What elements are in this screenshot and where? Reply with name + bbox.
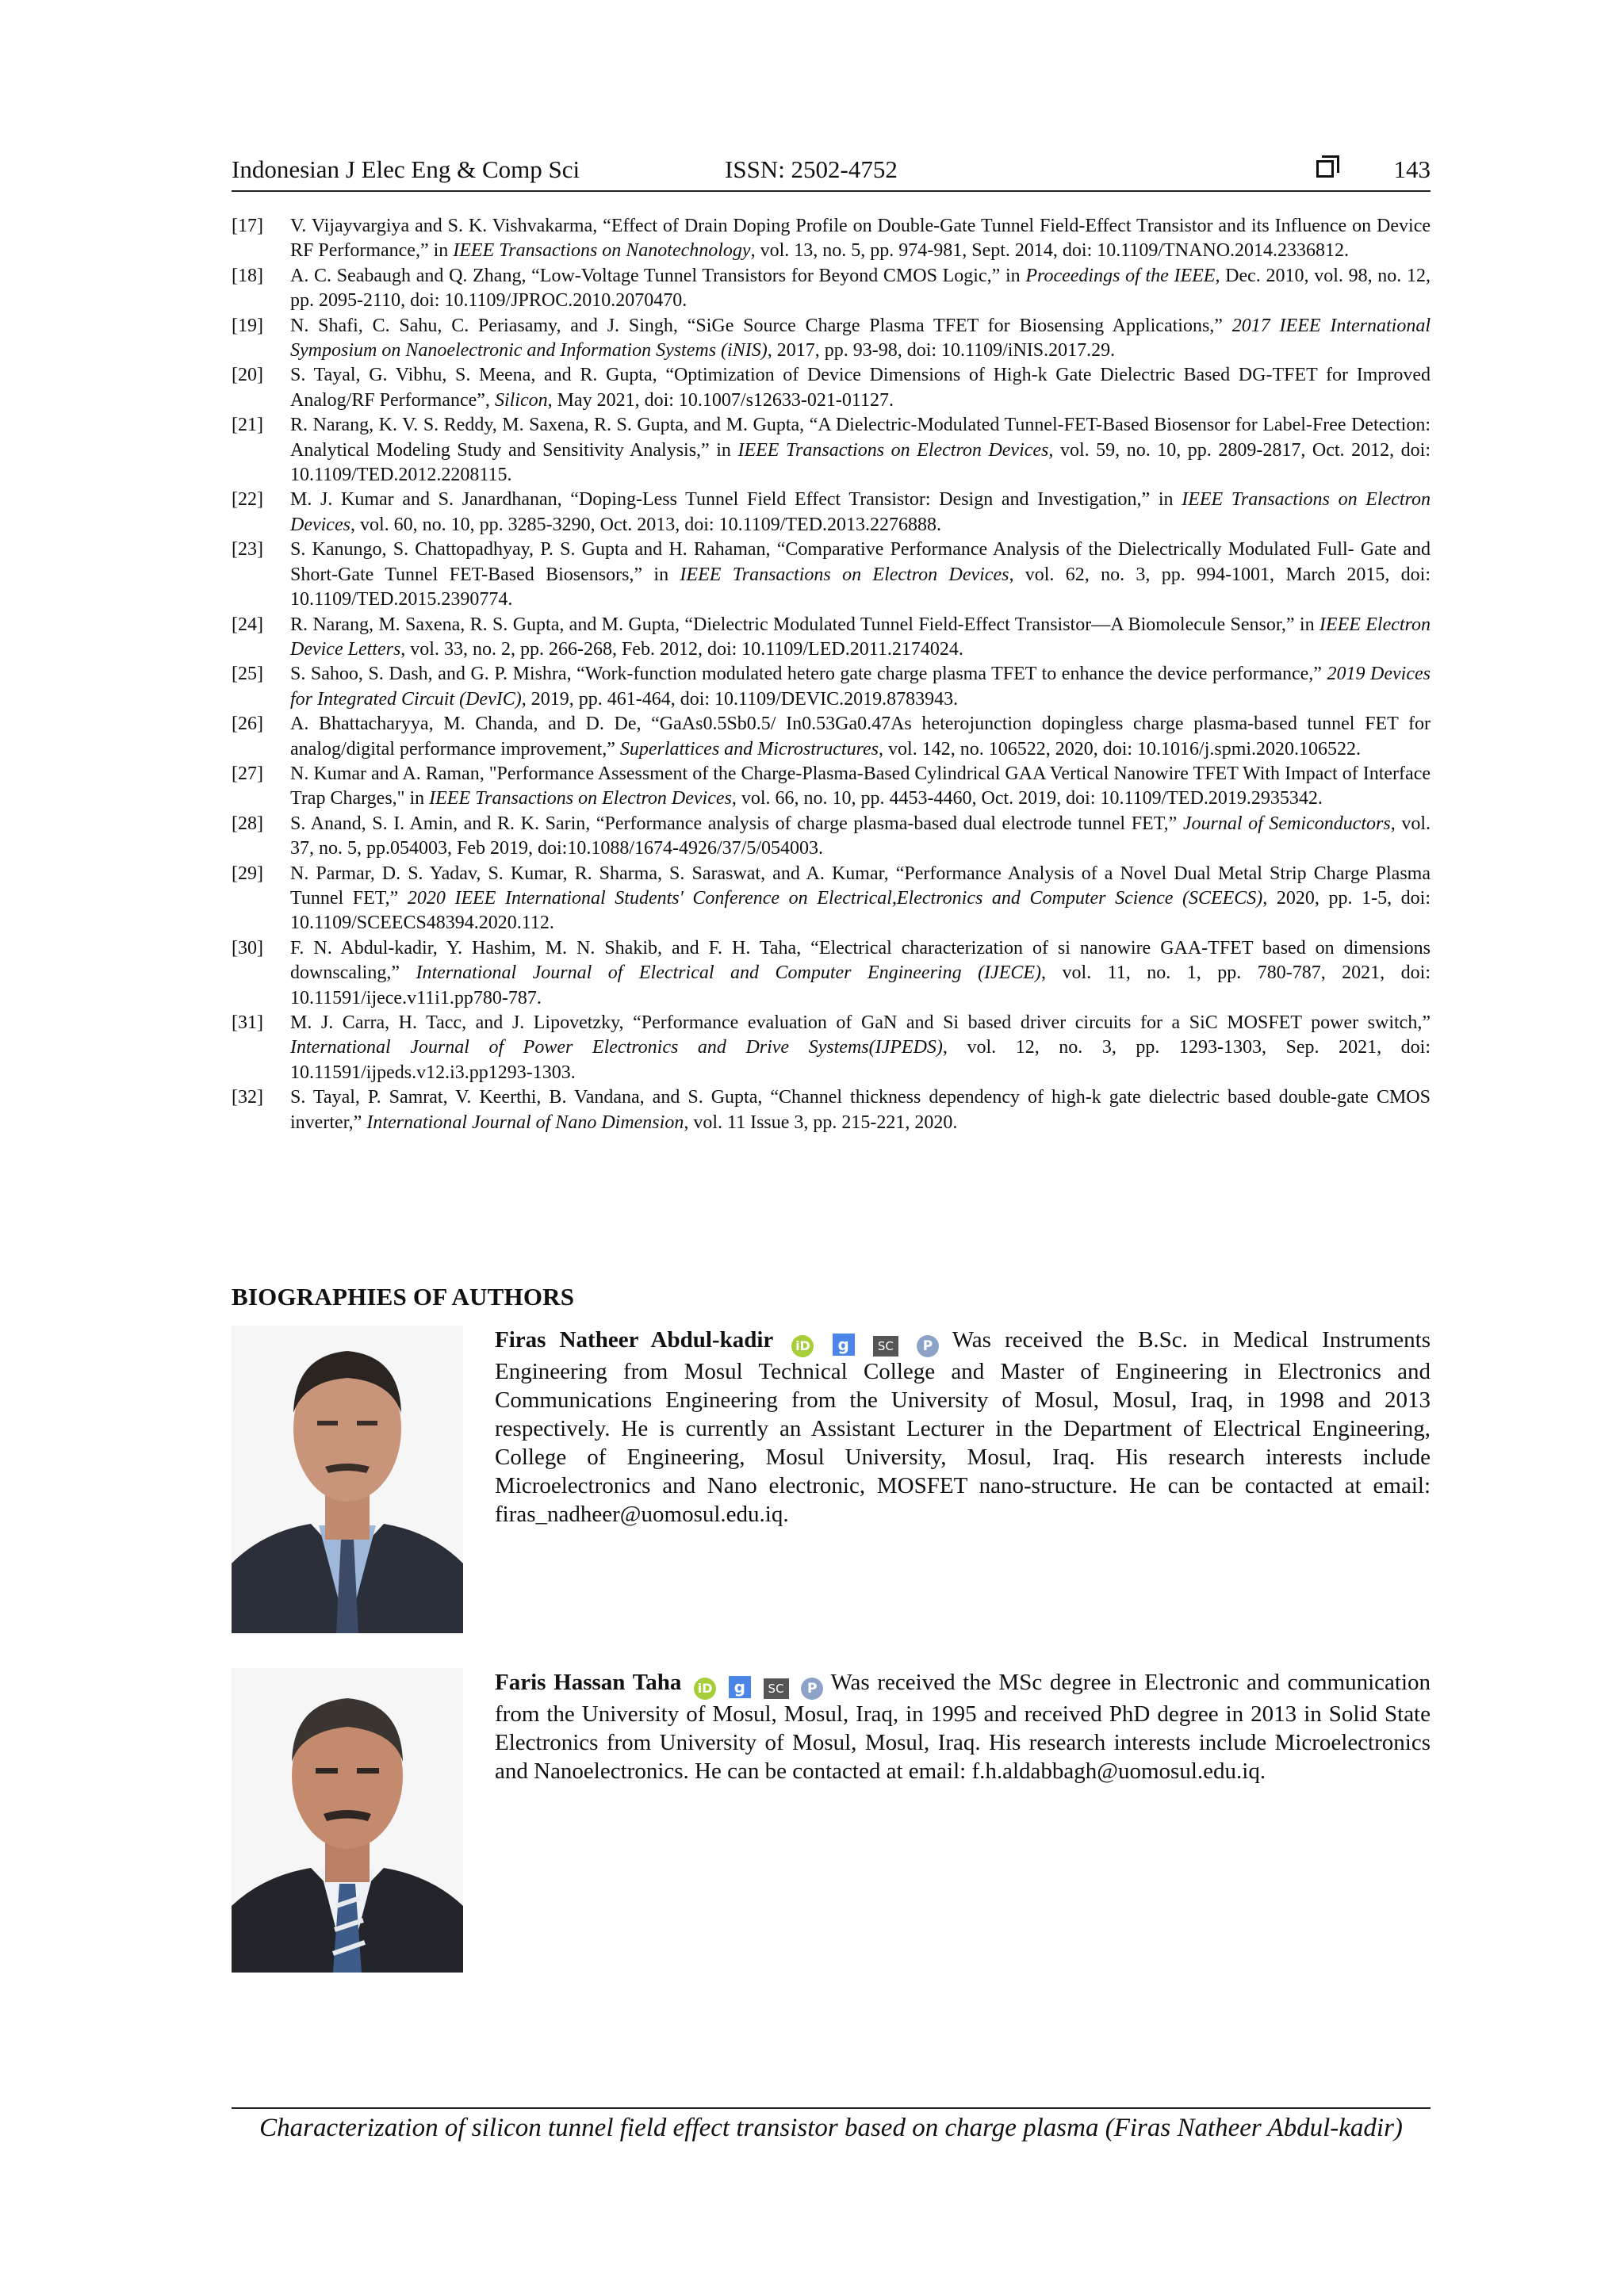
- reference-item: [232, 488, 1431, 538]
- reference-venue: Silicon: [494, 389, 548, 411]
- issn: ISSN: 2502-4752: [725, 155, 898, 183]
- reference-number: [24]: [232, 614, 263, 635]
- reference-item: [232, 1085, 1431, 1135]
- reference-venue: Superlattices and Microstructures: [619, 738, 879, 760]
- reference-item: [232, 413, 1431, 488]
- reference-number: [17]: [232, 216, 263, 236]
- reference-details: , vol. 33, no. 2, pp. 266-268, Feb. 2012, doi: 10.1109/LED.2011.2174024.: [400, 638, 963, 660]
- reference-number: [23]: [232, 539, 263, 561]
- journal-name: Indonesian J Elec Eng & Comp Sci: [232, 155, 580, 183]
- page-number: 143: [1393, 155, 1431, 183]
- reference-number: [28]: [232, 813, 263, 834]
- reference-text: R. Narang, K. V. S. Reddy, M. Saxena, R. S. Gupta, and M. Gupta, “A Dielectric-Modulated Tunnel-FET-Based Biosensor for Label-Free Detection: Analytical Modeling Study and Sensitivity Analysis,” in: [290, 415, 1431, 461]
- reference-venue: International Journal of Nano Dimension: [366, 1112, 684, 1133]
- page-footer: Characterization of silicon tunnel field effect transistor based on charge plasma (Firas Natheer Abdul-kadir): [232, 2107, 1431, 2143]
- reference-details: , vol. 37, no. 5, pp.054003, Feb 2019, doi:10.1088/1674-4926/37/5/054003.: [290, 813, 1431, 859]
- reference-number: [22]: [232, 489, 263, 511]
- reference-text: F. N. Abdul-kadir, Y. Hashim, M. N. Shakib, and F. H. Taha, “Electrical characterization of si nanowire GAA-TFET based on dimensions downscaling,”: [290, 937, 1431, 984]
- reference-venue: Proceedings of the IEEE: [1025, 265, 1216, 286]
- author-photo: [232, 1326, 463, 1633]
- reference-number: [21]: [232, 415, 263, 436]
- reference-item: [232, 363, 1431, 413]
- reference-number: [20]: [232, 365, 263, 386]
- page-header: [232, 152, 1431, 192]
- reference-item: [232, 936, 1431, 1011]
- reference-details: , vol. 60, no. 10, pp. 3285-3290, Oct. 2013, doi: 10.1109/TED.2013.2276888.: [350, 514, 942, 535]
- reference-number: [32]: [232, 1087, 263, 1108]
- author-bio-text: [495, 1668, 1431, 1785]
- reference-venue: IEEE Transactions on Electron Devices: [737, 439, 1049, 461]
- publons-icon[interactable]: P: [801, 1678, 823, 1700]
- reference-text: S. Sahoo, S. Dash, and G. P. Mishra, “Work-function modulated hetero gate charge plasma TFET to enhance the device performance,”: [290, 664, 1327, 685]
- reference-venue: 2020 IEEE International Students' Conference on Electrical,Electronics and Computer Science (SCEECS): [407, 887, 1263, 909]
- reference-details: , vol. 66, no. 10, pp. 4453-4460, Oct. 2019, doi: 10.1109/TED.2019.2935342.: [731, 788, 1323, 809]
- reference-details: , vol. 13, no. 5, pp. 974-981, Sept. 2014, doi: 10.1109/TNANO.2014.2336812.: [750, 240, 1350, 262]
- reference-details: , May 2021, doi: 10.1007/s12633-021-01127.: [547, 389, 894, 411]
- reference-text: S. Kanungo, S. Chattopadhyay, P. S. Gupta and H. Rahaman, “Comparative Performance Analysis of the Dielectrically Modulated Full- Gate and Short-Gate Tunnel FET-Based Biosensors,” in: [290, 539, 1431, 585]
- references-list: [232, 214, 1431, 1135]
- reference-venue: IEEE Electron Device Letters: [290, 614, 1431, 660]
- reference-text: R. Narang, M. Saxena, R. S. Gupta, and M. Gupta, “Dielectric Modulated Tunnel Field-Effect Transistor—A Biomolecule Sensor,” in: [290, 614, 1320, 635]
- reference-item: [232, 613, 1431, 663]
- reference-number: [26]: [232, 714, 263, 735]
- reference-venue: 2019 Devices for Integrated Circuit (DevIC): [290, 664, 1431, 710]
- reference-text: S. Tayal, G. Vibhu, S. Meena, and R. Gupta, “Optimization of Device Dimensions of High-k Gate Dielectric Based DG-TFET for Improved Analog/RF Performance”,: [290, 365, 1431, 411]
- reference-details: , 2019, pp. 461-464, doi: 10.1109/DEVIC.2019.8783943.: [521, 688, 959, 710]
- reference-item: [232, 538, 1431, 612]
- orcid-icon[interactable]: iD: [694, 1678, 716, 1700]
- reference-text: A. Bhattacharyya, M. Chanda, and D. De, “GaAs0.5Sb0.5/ In0.53Ga0.47As heterojunction dopingless charge plasma-based tunnel FET for analog/digital performance improvement,”: [290, 714, 1431, 760]
- orcid-icon[interactable]: iD: [791, 1335, 814, 1357]
- reference-item: [232, 214, 1431, 264]
- scopus-icon[interactable]: SC: [873, 1336, 898, 1357]
- publons-icon[interactable]: P: [917, 1335, 939, 1357]
- google-scholar-icon[interactable]: g: [729, 1676, 751, 1698]
- reference-details: , vol. 59, no. 10, pp. 2809-2817, Oct. 2012, doi: 10.1109/TED.2012.2208115.: [290, 439, 1431, 486]
- reference-number: [29]: [232, 863, 263, 884]
- reference-item: [232, 862, 1431, 936]
- author-description: Was received the MSc degree in Electronic and communication from the University of Mosul, Mosul, Iraq, in 1995 and received PhD degree in 2013 in Solid State Electronics from University of Mosul, Mosul, Iraq. His research interests include Microelectronics and Nanoelectronics. He can be contacted at email: f.h.aldabbagh@uomosul.edu.iq.: [495, 1670, 1431, 1784]
- reference-text: S. Anand, S. I. Amin, and R. K. Sarin, “Performance analysis of charge plasma-based dual electrode tunnel FET,”: [290, 813, 1183, 834]
- author-name: Firas Natheer Abdul-kadir: [495, 1327, 774, 1353]
- reference-details: , vol. 11 Issue 3, pp. 215-221, 2020.: [684, 1112, 958, 1133]
- reference-number: [25]: [232, 664, 263, 685]
- reference-details: , 2017, pp. 93-98, doi: 10.1109/iNIS.2017.29.: [767, 340, 1116, 362]
- reference-item: [232, 264, 1431, 314]
- section-heading: BIOGRAPHIES OF AUTHORS: [232, 1283, 575, 1311]
- reference-text: N. Shafi, C. Sahu, C. Periasamy, and J. Singh, “SiGe Source Charge Plasma TFET for Biosensing Applications,”: [290, 315, 1232, 336]
- reference-venue: IEEE Transactions on Electron Devices: [429, 788, 732, 809]
- reference-number: [19]: [232, 315, 263, 336]
- reference-number: [31]: [232, 1012, 263, 1033]
- reference-text: S. Tayal, P. Samrat, V. Keerthi, B. Vandana, and S. Gupta, “Channel thickness dependency of high-k gate dielectric based double-gate CMOS inverter,”: [290, 1087, 1431, 1133]
- reference-text: M. J. Carra, H. Tacc, and J. Lipovetzky, “Performance evaluation of GaN and Si based driver circuits for a SiC MOSFET power switch,”: [290, 1012, 1431, 1033]
- author-name: Faris Hassan Taha: [495, 1670, 682, 1695]
- author-bio-text: [495, 1326, 1431, 1529]
- reference-item: [232, 662, 1431, 712]
- reference-text: N. Parmar, D. S. Yadav, S. Kumar, R. Sharma, S. Saraswat, and A. Kumar, “Performance Analysis of a Novel Dual Metal Strip Charge Plasma Tunnel FET,”: [290, 863, 1431, 909]
- reference-venue: IEEE Transactions on Nanotechnology: [453, 240, 751, 262]
- google-scholar-icon[interactable]: g: [833, 1334, 855, 1356]
- reference-item: [232, 812, 1431, 862]
- reference-item: [232, 762, 1431, 812]
- reference-details: , vol. 11, no. 1, pp. 780-787, 2021, doi: 10.11591/ijece.v11i1.pp780-787.: [290, 962, 1431, 1008]
- reference-text: N. Kumar and A. Raman, "Performance Assessment of the Charge-Plasma-Based Cylindrical GAA Vertical Nanowire TFET With Impact of Interface Trap Charges," in: [290, 763, 1431, 809]
- scopus-icon[interactable]: SC: [764, 1678, 789, 1699]
- reference-details: , vol. 142, no. 106522, 2020, doi: 10.1016/j.spmi.2020.106522.: [879, 738, 1362, 760]
- reference-venue: IEEE Transactions on Electron Devices: [290, 489, 1431, 535]
- author-photo: [232, 1668, 463, 1973]
- reference-text: M. J. Kumar and S. Janardhanan, “Doping-Less Tunnel Field Effect Transistor: Design and Investigation,” in: [290, 489, 1182, 511]
- reference-venue: 2017 IEEE International Symposium on Nanoelectronic and Information Systems (iNIS): [290, 315, 1431, 362]
- reference-text: A. C. Seabaugh and Q. Zhang, “Low-Voltage Tunnel Transistors for Beyond CMOS Logic,” in: [290, 265, 1026, 286]
- author-description: Was received the B.Sc. in Medical Instruments Engineering from Mosul Technical College and Master of Engineering in Electronics and Communications Engineering from the University of Mosul, Mosul, Iraq, in 1998 and 2013 respectively. He is currently an Assistant Lecturer in the Department of Electrical Engineering, College of Engineering, Mosul University, Mosul, Iraq. His research interests include Microelectronics and Nano electronic, MOSFET nano-structure. He can be contacted at email: firas_nadheer@uomosul.edu.iq.: [495, 1327, 1431, 1527]
- reference-details: , vol. 62, no. 3, pp. 994-1001, March 2015, doi: 10.1109/TED.2015.2390774.: [290, 564, 1431, 610]
- reference-item: [232, 1011, 1431, 1085]
- box-icon: [1316, 160, 1334, 178]
- reference-item: [232, 314, 1431, 364]
- reference-number: [30]: [232, 937, 263, 959]
- reference-details: , 2020, pp. 1-5, doi: 10.1109/SCEECS48394.2020.112.: [290, 887, 1431, 934]
- reference-text: V. Vijayvargiya and S. K. Vishvakarma, “Effect of Drain Doping Profile on Double-Gate Tunnel Field-Effect Transistor and its Influence on Device RF Performance,” in: [290, 216, 1431, 262]
- reference-venue: IEEE Transactions on Electron Devices: [680, 564, 1009, 585]
- reference-venue: Journal of Semiconductors: [1182, 813, 1391, 834]
- reference-number: [27]: [232, 763, 263, 784]
- reference-venue: International Journal of Electrical and Computer Engineering (IJECE): [416, 962, 1042, 984]
- reference-number: [18]: [232, 265, 263, 286]
- reference-details: , vol. 12, no. 3, pp. 1293-1303, Sep. 2021, doi: 10.11591/ijpeds.v12.i3.pp1293-1303.: [290, 1037, 1431, 1083]
- reference-details: , Dec. 2010, vol. 98, no. 12, pp. 2095-2110, doi: 10.1109/JPROC.2010.2070470.: [290, 265, 1431, 312]
- reference-item: [232, 712, 1431, 762]
- reference-venue: International Journal of Power Electronics and Drive Systems(IJPEDS): [290, 1037, 943, 1058]
